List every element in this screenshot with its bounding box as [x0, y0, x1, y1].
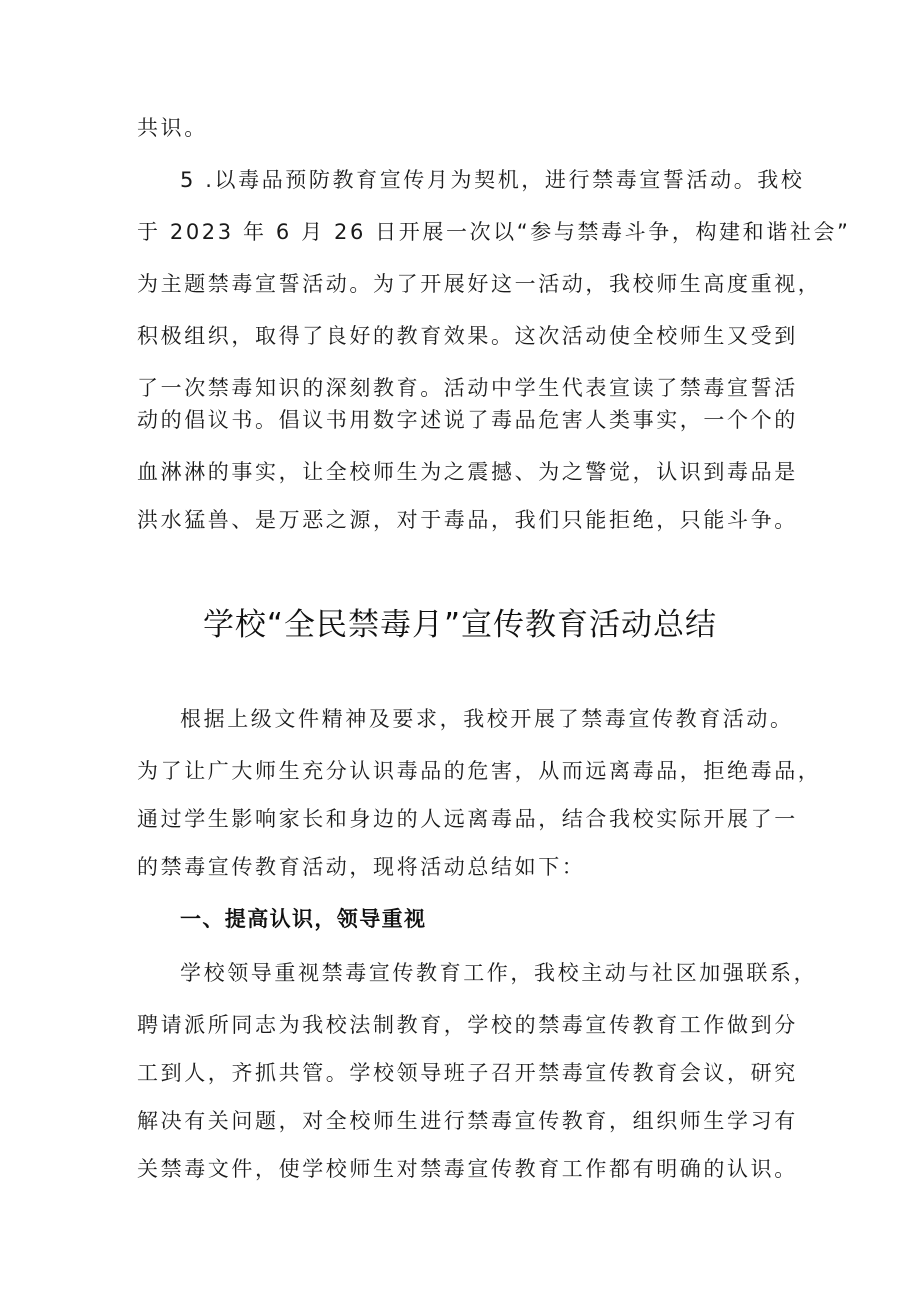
paragraph-line: 于 2023 年 6 月 26 日开展一次以“参与禁毒斗争，构建和谐社会” — [137, 220, 851, 244]
paragraph-line: 聘请派所同志为我校法制教育，学校的禁毒宣传教育工作做到分 — [137, 1013, 798, 1037]
paragraph-line: 了一次禁毒知识的深刻教育。活动中学生代表宣读了禁毒宣誓活 — [137, 376, 798, 400]
paragraph-line: 动的倡议书。倡议书用数字述说了毒品危害人类事实，一个个的 — [137, 408, 798, 432]
paragraph-line: 通过学生影响家长和身边的人远离毒品，结合我校实际开展了一 — [137, 807, 798, 831]
paragraph-line: 的禁毒宣传教育活动，现将活动总结如下： — [137, 855, 586, 879]
paragraph-line: 解决有关问题，对全校师生进行禁毒宣传教育，组织师生学习有 — [137, 1109, 798, 1133]
paragraph-line: 关禁毒文件，使学校师生对禁毒宣传教育工作都有明确的认识。 — [137, 1157, 798, 1181]
paragraph-line: 积极组织，取得了良好的教育效果。这次活动使全校师生又受到 — [137, 324, 798, 348]
paragraph-line: 血淋淋的事实，让全校师生为之震撼、为之警觉，认识到毒品是 — [137, 460, 798, 484]
document-title: 学校“全民禁毒月”宣传教育活动总结 — [202, 607, 718, 643]
section-heading: 一、提高认识，领导重视 — [180, 907, 427, 931]
paragraph-line: 学校领导重视禁毒宣传教育工作，我校主动与社区加强联系， — [180, 961, 818, 985]
paragraph-line: 为了让广大师生充分认识毒品的危害，从而远离毒品，拒绝毒品， — [137, 759, 822, 783]
paragraph-line: 共识。 — [137, 116, 208, 140]
paragraph-line: 洪水猛兽、是万恶之源，对于毒品，我们只能拒绝，只能斗争。 — [137, 508, 798, 532]
paragraph-line: 根据上级文件精神及要求，我校开展了禁毒宣传教育活动。 — [180, 707, 794, 731]
paragraph-line: 为主题禁毒宣誓活动。为了开展好这一活动，我校师生高度重视， — [137, 272, 822, 296]
paragraph-line: 5 .以毒品预防教育宣传月为契机，进行禁毒宣誓活动。我校 — [180, 168, 805, 192]
paragraph-line: 工到人，齐抓共管。学校领导班子召开禁毒宣传教育会议，研究 — [137, 1061, 798, 1085]
